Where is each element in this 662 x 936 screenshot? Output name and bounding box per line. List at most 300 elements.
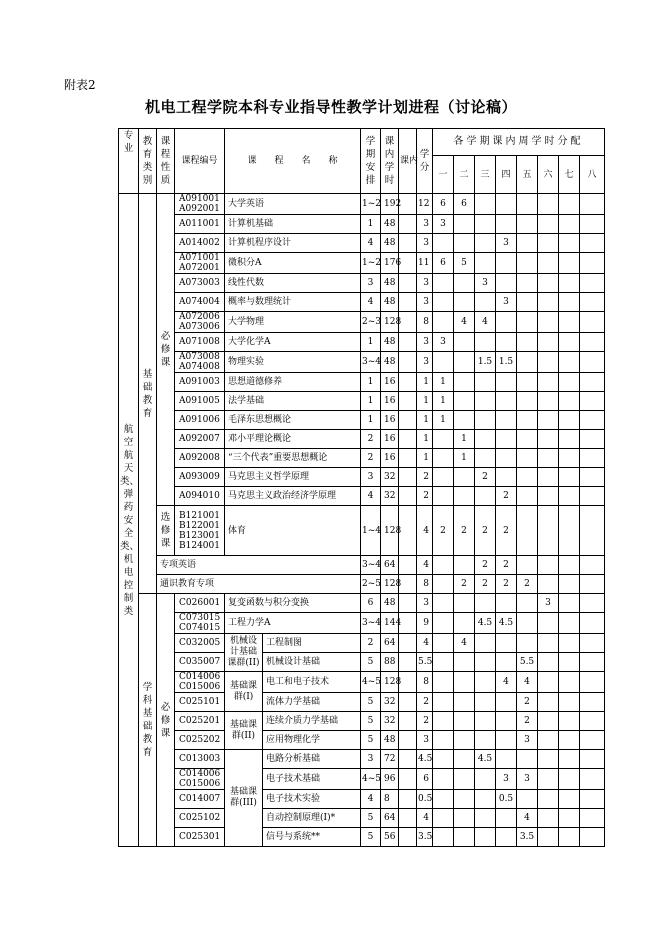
- week-hours-sem2: [454, 613, 475, 634]
- hours-cell: 16: [381, 373, 399, 392]
- hours-cell: 16: [381, 430, 399, 449]
- week-hours-sem3: 4: [475, 312, 496, 333]
- week-hours-sem7: [559, 411, 580, 430]
- hours-extra-cell: [399, 293, 417, 312]
- week-hours-sem2: [454, 769, 475, 790]
- week-hours-sem2: 1: [454, 449, 475, 468]
- week-hours-sem4: [496, 828, 517, 847]
- hours-extra-cell: [399, 392, 417, 411]
- week-hours-sem7: [559, 653, 580, 672]
- course-code-cell: C025201: [175, 712, 225, 731]
- week-hours-sem4: [496, 253, 517, 274]
- week-hours-sem1: [433, 731, 454, 750]
- course-name-cell: 大学化学A: [225, 333, 361, 352]
- hours-cell: 32: [381, 712, 399, 731]
- week-hours-sem7: [559, 312, 580, 333]
- week-hours-sem2: 4: [454, 312, 475, 333]
- hours-cell: 96: [381, 769, 399, 790]
- elective-course-cell: 选修课: [157, 506, 175, 556]
- week-hours-sem3: [475, 712, 496, 731]
- week-hours-sem1: [433, 556, 454, 575]
- course-row: [119, 672, 605, 693]
- hours-cell: 32: [381, 468, 399, 487]
- course-code-cell: A091001 A092001: [175, 194, 225, 215]
- week-hours-sem5: [517, 274, 538, 293]
- week-hours-sem6: [538, 613, 559, 634]
- course-code-cell: C014007: [175, 790, 225, 809]
- course-name-cell: 电工和电子技术: [263, 672, 361, 693]
- course-code-cell: C014006 C015006: [175, 672, 225, 693]
- course-code-cell: C014006 C015006: [175, 769, 225, 790]
- week-hours-sem6: [538, 392, 559, 411]
- week-hours-sem3: 4.5: [475, 613, 496, 634]
- week-hours-sem1: 3: [433, 333, 454, 352]
- course-name-cell: 大学物理: [225, 312, 361, 333]
- week-hours-sem7: [559, 352, 580, 373]
- week-hours-sem3: [475, 194, 496, 215]
- course-row: [119, 293, 605, 312]
- week-hours-sem1: [433, 293, 454, 312]
- course-row: [119, 828, 605, 847]
- course-name-cell: 电子技术实验: [263, 790, 361, 809]
- header-hours-short: 课内: [399, 129, 417, 194]
- week-hours-sem2: [454, 653, 475, 672]
- course-code-cell: A094010: [175, 487, 225, 506]
- week-hours-sem4: [496, 468, 517, 487]
- course-name-cell: 线性代数: [225, 274, 361, 293]
- semester-cell: 4~5: [361, 672, 381, 693]
- hours-extra-cell: [399, 613, 417, 634]
- week-hours-sem2: [454, 594, 475, 613]
- hours-extra-cell: [399, 468, 417, 487]
- week-hours-sem5: [517, 373, 538, 392]
- week-hours-sem2: 2: [454, 575, 475, 594]
- week-hours-sem7: [559, 809, 580, 828]
- semester-header-5: 五: [517, 156, 538, 194]
- week-hours-sem6: [538, 312, 559, 333]
- week-hours-sem8: [580, 274, 605, 293]
- credit-cell: 3: [417, 333, 433, 352]
- week-hours-sem3: [475, 253, 496, 274]
- week-hours-sem4: [496, 449, 517, 468]
- week-hours-sem5: [517, 487, 538, 506]
- week-hours-sem2: 5: [454, 253, 475, 274]
- week-hours-sem7: [559, 672, 580, 693]
- week-hours-sem6: [538, 253, 559, 274]
- week-hours-sem3: [475, 411, 496, 430]
- credit-cell: 2: [417, 487, 433, 506]
- week-hours-sem6: [538, 333, 559, 352]
- week-hours-sem4: [496, 750, 517, 769]
- hours-cell: 128: [381, 672, 399, 693]
- week-hours-sem5: [517, 634, 538, 653]
- hours-extra-cell: [399, 234, 417, 253]
- hours-cell: 48: [381, 731, 399, 750]
- topic-english-row: [119, 556, 605, 575]
- hours-extra-cell: [399, 194, 417, 215]
- course-code-cell: A072006 A073006: [175, 312, 225, 333]
- week-hours-sem3: [475, 449, 496, 468]
- course-code-cell: C025102: [175, 809, 225, 828]
- hours-extra-cell: [399, 672, 417, 693]
- week-hours-sem3: [475, 653, 496, 672]
- week-hours-sem1: [433, 769, 454, 790]
- hours-cell: 88: [381, 653, 399, 672]
- credit-cell: 5.5: [417, 653, 433, 672]
- week-hours-sem3: [475, 487, 496, 506]
- hours-cell: 64: [381, 556, 399, 575]
- course-name-cell: 计算机基础: [225, 215, 361, 234]
- course-row: [119, 750, 605, 769]
- week-hours-sem2: [454, 828, 475, 847]
- week-hours-sem8: [580, 653, 605, 672]
- week-hours-sem5: 4: [517, 672, 538, 693]
- week-hours-sem7: [559, 293, 580, 312]
- hours-extra-cell: [399, 556, 417, 575]
- credit-cell: 1: [417, 392, 433, 411]
- week-hours-sem8: [580, 411, 605, 430]
- semester-cell: 1: [361, 392, 381, 411]
- week-hours-sem7: [559, 194, 580, 215]
- week-hours-sem4: 0.5: [496, 790, 517, 809]
- course-code-cell: C025101: [175, 693, 225, 712]
- course-row: [119, 234, 605, 253]
- week-hours-sem5: 2: [517, 693, 538, 712]
- week-hours-sem5: 2: [517, 712, 538, 731]
- semester-cell: 4: [361, 487, 381, 506]
- hours-extra-cell: [399, 487, 417, 506]
- week-hours-sem3: [475, 828, 496, 847]
- week-hours-sem4: [496, 312, 517, 333]
- week-hours-sem7: [559, 556, 580, 575]
- hours-cell: 16: [381, 392, 399, 411]
- week-hours-sem5: [517, 392, 538, 411]
- week-hours-sem1: [433, 613, 454, 634]
- week-hours-sem4: 4.5: [496, 613, 517, 634]
- week-hours-sem1: [433, 672, 454, 693]
- required-course-cell: 必修课: [157, 194, 175, 506]
- week-hours-sem1: [433, 594, 454, 613]
- major-name-cell: 航空航天类、弹药安全类、机电控制类: [119, 194, 139, 847]
- week-hours-sem4: 3: [496, 769, 517, 790]
- course-row: [119, 253, 605, 274]
- semester-cell: 1: [361, 333, 381, 352]
- week-hours-sem4: [496, 373, 517, 392]
- week-hours-sem6: [538, 575, 559, 594]
- course-name-cell: 工程制图: [263, 634, 361, 653]
- week-hours-sem6: [538, 672, 559, 693]
- header-course-name: 课 程 名 称: [225, 129, 361, 194]
- mech-design-group-cell: 机械设计基础课群(II): [225, 634, 263, 672]
- course-code-cell: C025301: [175, 828, 225, 847]
- week-hours-sem6: [538, 790, 559, 809]
- week-hours-sem7: [559, 373, 580, 392]
- week-hours-sem1: [433, 750, 454, 769]
- hours-extra-cell: [399, 312, 417, 333]
- week-hours-sem1: [433, 809, 454, 828]
- semester-cell: 3~4: [361, 613, 381, 634]
- week-hours-sem6: [538, 731, 559, 750]
- course-row: [119, 693, 605, 712]
- course-name-cell: 物理实验: [225, 352, 361, 373]
- course-name-cell: 思想道德修养: [225, 373, 361, 392]
- hours-cell: 176: [381, 253, 399, 274]
- hours-extra-cell: [399, 253, 417, 274]
- hours-extra-cell: [399, 506, 417, 556]
- course-row: [119, 487, 605, 506]
- credit-cell: 12: [417, 194, 433, 215]
- credit-cell: 4: [417, 634, 433, 653]
- week-hours-sem2: 1: [454, 430, 475, 449]
- week-hours-sem1: [433, 790, 454, 809]
- week-hours-sem8: [580, 790, 605, 809]
- course-code-cell: A014002: [175, 234, 225, 253]
- credit-cell: 1: [417, 430, 433, 449]
- week-hours-sem6: [538, 653, 559, 672]
- week-hours-sem2: 6: [454, 194, 475, 215]
- week-hours-sem5: 4: [517, 809, 538, 828]
- week-hours-sem8: [580, 693, 605, 712]
- week-hours-sem6: [538, 215, 559, 234]
- week-hours-sem8: [580, 293, 605, 312]
- semester-cell: 3: [361, 274, 381, 293]
- week-hours-sem5: 5.5: [517, 653, 538, 672]
- week-hours-sem3: [475, 215, 496, 234]
- hours-cell: 64: [381, 809, 399, 828]
- week-hours-sem7: [559, 575, 580, 594]
- header-edu-category: 教育类别: [139, 129, 157, 194]
- course-name-cell: 信号与系统**: [263, 828, 361, 847]
- credit-cell: 3: [417, 215, 433, 234]
- credit-cell: 4: [417, 809, 433, 828]
- week-hours-sem6: [538, 556, 559, 575]
- week-hours-sem3: [475, 790, 496, 809]
- week-hours-sem3: [475, 234, 496, 253]
- week-hours-sem8: [580, 672, 605, 693]
- week-hours-sem3: [475, 731, 496, 750]
- week-hours-sem2: [454, 468, 475, 487]
- week-hours-sem3: [475, 430, 496, 449]
- hours-extra-cell: [399, 430, 417, 449]
- course-row: [119, 373, 605, 392]
- week-hours-sem8: [580, 352, 605, 373]
- semester-cell: 1~4: [361, 506, 381, 556]
- hours-extra-cell: [399, 449, 417, 468]
- week-hours-sem1: [433, 712, 454, 731]
- week-hours-sem1: [433, 653, 454, 672]
- week-hours-sem2: [454, 352, 475, 373]
- semester-cell: 5: [361, 653, 381, 672]
- week-hours-sem4: [496, 809, 517, 828]
- week-hours-sem2: [454, 373, 475, 392]
- course-name-cell: 专项英语: [157, 556, 361, 575]
- week-hours-sem5: [517, 556, 538, 575]
- week-hours-sem8: [580, 487, 605, 506]
- semester-header-3: 三: [475, 156, 496, 194]
- course-row: [119, 809, 605, 828]
- course-name-cell: 计算机程序设计: [225, 234, 361, 253]
- hours-extra-cell: [399, 809, 417, 828]
- semester-cell: 4: [361, 790, 381, 809]
- course-code-cell: A074004: [175, 293, 225, 312]
- week-hours-sem4: [496, 392, 517, 411]
- week-hours-sem1: 1: [433, 373, 454, 392]
- credit-cell: 3: [417, 352, 433, 373]
- semester-cell: 4~5: [361, 769, 381, 790]
- week-hours-sem4: [496, 333, 517, 352]
- week-hours-sem5: [517, 449, 538, 468]
- course-name-cell: 毛泽东思想概论: [225, 411, 361, 430]
- week-hours-sem1: [433, 312, 454, 333]
- week-hours-sem7: [559, 769, 580, 790]
- credit-cell: 8: [417, 575, 433, 594]
- week-hours-sem3: [475, 333, 496, 352]
- week-hours-sem6: [538, 634, 559, 653]
- hours-extra-cell: [399, 750, 417, 769]
- course-code-cell: A071001 A072001: [175, 253, 225, 274]
- week-hours-sem4: [496, 194, 517, 215]
- semester-cell: 4: [361, 234, 381, 253]
- course-name-cell: 概率与数理统计: [225, 293, 361, 312]
- hours-cell: 8: [381, 790, 399, 809]
- week-hours-sem7: [559, 487, 580, 506]
- credit-cell: 0.5: [417, 790, 433, 809]
- week-hours-sem6: [538, 373, 559, 392]
- week-hours-sem2: [454, 411, 475, 430]
- semester-cell: 4: [361, 293, 381, 312]
- hours-cell: 32: [381, 693, 399, 712]
- subject-basic-edu-cell: 学科基础教育: [139, 594, 157, 847]
- course-name-cell: 工程力学A: [225, 613, 361, 634]
- hours-extra-cell: [399, 411, 417, 430]
- semester-cell: 2~3: [361, 312, 381, 333]
- hours-extra-cell: [399, 333, 417, 352]
- week-hours-sem6: [538, 293, 559, 312]
- week-hours-sem8: [580, 234, 605, 253]
- week-hours-sem3: 4.5: [475, 750, 496, 769]
- week-hours-sem3: 2: [475, 556, 496, 575]
- week-hours-sem1: 6: [433, 253, 454, 274]
- week-hours-sem2: [454, 392, 475, 411]
- course-code-cell: C025202: [175, 731, 225, 750]
- semester-header-7: 七: [559, 156, 580, 194]
- course-name-cell: 通识教育专项: [157, 575, 361, 594]
- course-name-cell: “三个代表”重要思想概论: [225, 449, 361, 468]
- week-hours-sem6: [538, 828, 559, 847]
- week-hours-sem8: [580, 828, 605, 847]
- course-plan-sheet: [118, 128, 604, 892]
- week-hours-sem6: [538, 430, 559, 449]
- week-hours-sem8: [580, 594, 605, 613]
- hours-cell: 128: [381, 506, 399, 556]
- week-hours-sem7: [559, 468, 580, 487]
- course-row: [119, 468, 605, 487]
- credit-cell: 3: [417, 234, 433, 253]
- hours-extra-cell: [399, 769, 417, 790]
- week-hours-sem6: 3: [538, 594, 559, 613]
- week-hours-sem1: 3: [433, 215, 454, 234]
- week-hours-sem8: [580, 575, 605, 594]
- semester-header-2: 二: [454, 156, 475, 194]
- course-code-cell: A091003: [175, 373, 225, 392]
- course-name-cell: 自动控制原理(I)*: [263, 809, 361, 828]
- course-code-cell: C035007: [175, 653, 225, 672]
- week-hours-sem1: [433, 575, 454, 594]
- header-course-code: 课程编号: [175, 129, 225, 194]
- course-row: [119, 274, 605, 293]
- course-code-cell: B121001 B122001 B123001 B124001: [175, 506, 225, 556]
- week-hours-sem4: [496, 215, 517, 234]
- header-credit: 学分: [417, 129, 433, 194]
- week-hours-sem4: 3: [496, 234, 517, 253]
- subject-required-cell: 必修课: [157, 594, 175, 847]
- course-code-cell: C032005: [175, 634, 225, 653]
- week-hours-sem2: [454, 790, 475, 809]
- week-hours-sem5: [517, 293, 538, 312]
- credit-cell: 1: [417, 449, 433, 468]
- week-hours-sem6: [538, 194, 559, 215]
- week-hours-sem6: [538, 506, 559, 556]
- week-hours-sem4: [496, 634, 517, 653]
- header-weekly-hours: 各学期课内周学时分配: [433, 129, 605, 156]
- week-hours-sem1: [433, 352, 454, 373]
- hours-extra-cell: [399, 731, 417, 750]
- hours-extra-cell: [399, 693, 417, 712]
- semester-cell: 3: [361, 468, 381, 487]
- course-code-cell: A073008 A074008: [175, 352, 225, 373]
- week-hours-sem4: [496, 274, 517, 293]
- week-hours-sem2: [454, 333, 475, 352]
- hours-cell: 48: [381, 215, 399, 234]
- week-hours-sem2: [454, 487, 475, 506]
- week-hours-sem1: 1: [433, 411, 454, 430]
- week-hours-sem8: [580, 392, 605, 411]
- week-hours-sem4: 2: [496, 575, 517, 594]
- hours-cell: 48: [381, 594, 399, 613]
- week-hours-sem2: 2: [454, 506, 475, 556]
- hours-extra-cell: [399, 352, 417, 373]
- week-hours-sem6: [538, 809, 559, 828]
- course-code-cell: A093009: [175, 468, 225, 487]
- week-hours-sem5: 3: [517, 731, 538, 750]
- week-hours-sem3: [475, 769, 496, 790]
- credit-cell: 1: [417, 373, 433, 392]
- week-hours-sem6: [538, 712, 559, 731]
- week-hours-sem8: [580, 731, 605, 750]
- week-hours-sem5: [517, 352, 538, 373]
- week-hours-sem1: [433, 430, 454, 449]
- week-hours-sem2: [454, 712, 475, 731]
- semester-cell: 5: [361, 693, 381, 712]
- week-hours-sem4: 2: [496, 506, 517, 556]
- semester-header-4: 四: [496, 156, 517, 194]
- course-code-cell: C013003: [175, 750, 225, 769]
- week-hours-sem3: 2: [475, 506, 496, 556]
- week-hours-sem8: [580, 430, 605, 449]
- week-hours-sem4: 4: [496, 672, 517, 693]
- course-name-cell: 流体力学基础: [263, 693, 361, 712]
- course-code-cell: C073015 C074015: [175, 613, 225, 634]
- week-hours-sem3: [475, 634, 496, 653]
- course-row: [119, 506, 605, 556]
- credit-cell: 3: [417, 274, 433, 293]
- week-hours-sem4: [496, 594, 517, 613]
- course-row: [119, 769, 605, 790]
- course-row: [119, 790, 605, 809]
- week-hours-sem1: [433, 468, 454, 487]
- semester-header-8: 八: [580, 156, 605, 194]
- hours-cell: 128: [381, 312, 399, 333]
